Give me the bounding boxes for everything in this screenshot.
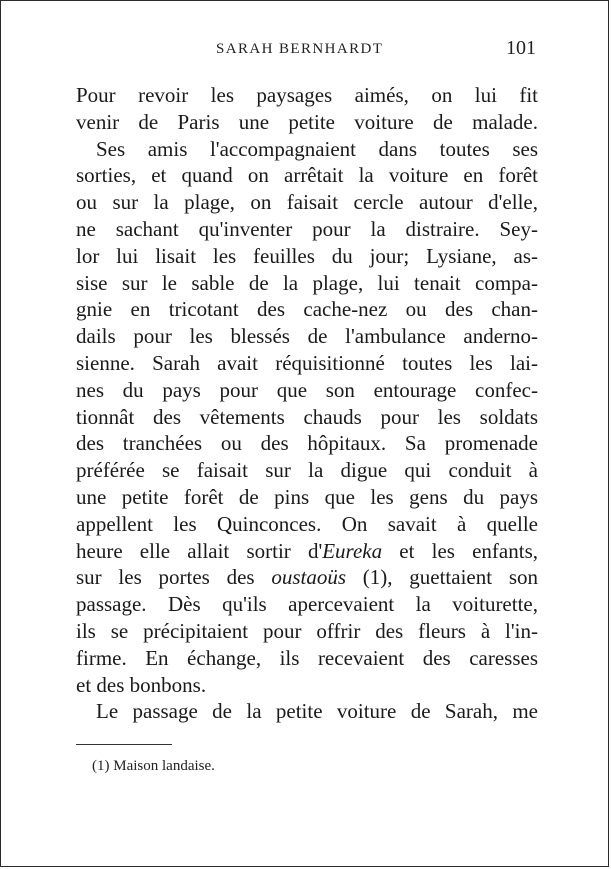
text-line: heure elle allait sortir d'Eureka et les enfants, <box>76 538 538 563</box>
text-line: gnie en tricotant des cache-nez ou des chan- <box>76 297 538 322</box>
text-line: tionnât des vêtements chauds pour les soldats <box>76 404 538 429</box>
text-line: firme. En échange, ils recevaient des caresses <box>76 645 538 670</box>
text-line: nes du pays pour que son entourage confec- <box>76 377 538 402</box>
text-line: passage. Dès qu'ils apercevaient la voiturette, <box>76 592 538 617</box>
text-line: sise sur le sable de la plage, lui tenait compa- <box>76 270 538 295</box>
footnote: (1) Maison landaise. <box>92 758 215 774</box>
text-line: des tranchées ou des hôpitaux. Sa promenade <box>76 431 538 456</box>
text-line: Pour revoir les paysages aimés, on lui fit <box>76 83 538 107</box>
text-line: lor lui lisait les feuilles du jour; Lysiane, as- <box>76 243 538 268</box>
italic-word: oustaoüs <box>271 565 347 590</box>
running-title: SARAH BERNHARDT <box>216 41 384 57</box>
text-line: sorties, et quand on arrêtait la voiture en forêt <box>76 163 538 188</box>
text-line: venir de Paris une petite voiture de malade. <box>76 109 538 134</box>
text-line: une petite forêt de pins que les gens du pays <box>76 484 538 509</box>
footnote-rule <box>76 744 172 745</box>
text-line: Le passage de la petite voiture de Sarah, me <box>96 699 538 724</box>
running-head <box>76 39 538 63</box>
text-line: dails pour les blessés de l'ambulance anderno- <box>76 324 538 349</box>
page-number: 101 <box>506 37 536 59</box>
text-line: préférée se faisait sur la digue qui conduit à <box>76 458 538 483</box>
text-line: et des bonbons. <box>76 672 207 697</box>
text-line: appellent les Quinconces. On savait à quelle <box>76 511 538 536</box>
text-line: Ses amis l'accompagnaient dans toutes ses <box>96 136 538 161</box>
text-line: ou sur la plage, on faisait cercle autour d'elle, <box>76 190 538 215</box>
text-line: ne sachant qu'inventer pour la distraire. Sey- <box>76 216 538 241</box>
text-line: ils se précipitaient pour offrir des fleurs à l'in- <box>76 618 538 643</box>
body-text <box>76 82 538 725</box>
text-line: sienne. Sarah avait réquisitionné toutes les lai- <box>76 350 538 375</box>
text-line: sur les portes des oustaoüs (1), guettaient son <box>76 565 538 590</box>
italic-title: Eureka <box>322 538 383 563</box>
